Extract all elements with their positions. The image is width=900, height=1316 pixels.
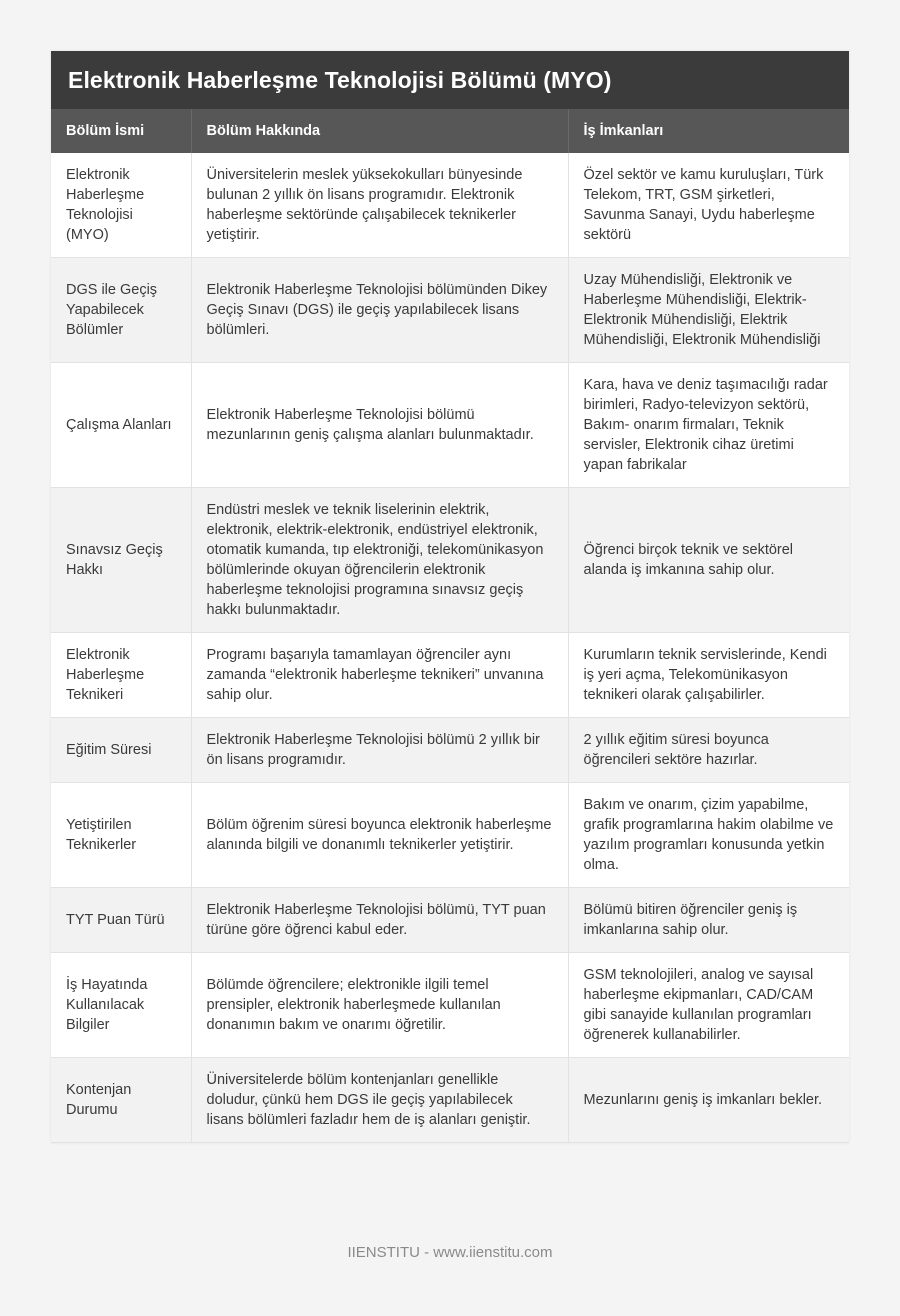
table-row: [51, 153, 849, 258]
column-header-section-name: Bölüm İsmi: [51, 109, 191, 153]
cell-section-name: İş Hayatında Kullanılacak Bilgiler: [51, 953, 191, 1058]
cell-section-name: Çalışma Alanları: [51, 363, 191, 488]
page-title: Elektronik Haberleşme Teknolojisi Bölümü (MYO): [51, 51, 849, 109]
table-row: [51, 888, 849, 953]
info-table: [51, 109, 849, 1143]
cell-about: Elektronik Haberleşme Teknolojisi bölümü mezunlarının geniş çalışma alanları bulunmaktadır.: [191, 363, 568, 488]
table-header-row: [51, 109, 849, 153]
cell-about: Elektronik Haberleşme Teknolojisi bölümünden Dikey Geçiş Sınavı (DGS) ile geçiş yapılabilecek lisans bölümleri.: [191, 258, 568, 363]
cell-about: Bölümde öğrencilere; elektronikle ilgili temel prensipler, elektronik haberleşmede kullanılan donanımın bakım ve onarımı öğretilir.: [191, 953, 568, 1058]
cell-job-opportunities: Bakım ve onarım, çizim yapabilme, grafik programlarına hakim olabilme ve yazılım programları konusunda yetkin olma.: [568, 783, 849, 888]
cell-section-name: Elektronik Haberleşme Teknolojisi (MYO): [51, 153, 191, 258]
table-row: [51, 1058, 849, 1143]
cell-job-opportunities: Özel sektör ve kamu kuruluşları, Türk Telekom, TRT, GSM şirketleri, Savunma Sanayi, Uydu haberleşme sektörü: [568, 153, 849, 258]
cell-job-opportunities: Öğrenci birçok teknik ve sektörel alanda iş imkanına sahip olur.: [568, 488, 849, 633]
column-header-job-opportunities: İş İmkanları: [568, 109, 849, 153]
table-row: [51, 783, 849, 888]
cell-section-name: Elektronik Haberleşme Teknikeri: [51, 633, 191, 718]
cell-about: Elektronik Haberleşme Teknolojisi bölümü, TYT puan türüne göre öğrenci kabul eder.: [191, 888, 568, 953]
cell-section-name: Kontenjan Durumu: [51, 1058, 191, 1143]
table-row: [51, 953, 849, 1058]
table-row: [51, 363, 849, 488]
info-card: [51, 51, 849, 1143]
cell-section-name: DGS ile Geçiş Yapabilecek Bölümler: [51, 258, 191, 363]
cell-about: Programı başarıyla tamamlayan öğrenciler aynı zamanda “elektronik haberleşme teknikeri” unvanına sahip olur.: [191, 633, 568, 718]
cell-about: Üniversitelerin meslek yüksekokulları bünyesinde bulunan 2 yıllık ön lisans programıdır. Elektronik haberleşme sektöründe çalışabilecek teknikerler yetiştirir.: [191, 153, 568, 258]
cell-about: Elektronik Haberleşme Teknolojisi bölümü 2 yıllık bir ön lisans programıdır.: [191, 718, 568, 783]
table-row: [51, 718, 849, 783]
table-row: [51, 258, 849, 363]
cell-section-name: Yetiştirilen Teknikerler: [51, 783, 191, 888]
cell-job-opportunities: 2 yıllık eğitim süresi boyunca öğrencileri sektöre hazırlar.: [568, 718, 849, 783]
cell-section-name: Sınavsız Geçiş Hakkı: [51, 488, 191, 633]
cell-section-name: Eğitim Süresi: [51, 718, 191, 783]
cell-job-opportunities: Kara, hava ve deniz taşımacılığı radar birimleri, Radyo-televizyon sektörü, Bakım- onarım firmaları, Teknik servisler, Elektronik cihaz üretimi yapan fabrikalar: [568, 363, 849, 488]
cell-about: Üniversitelerde bölüm kontenjanları genellikle doludur, çünkü hem DGS ile geçiş yapılabilecek lisans bölümleri fazladır hem de iş alanları geniştir.: [191, 1058, 568, 1143]
cell-section-name: TYT Puan Türü: [51, 888, 191, 953]
cell-job-opportunities: GSM teknolojileri, analog ve sayısal haberleşme ekipmanları, CAD/CAM gibi sanayide kullanılan programları öğrenerek kullanabilirler.: [568, 953, 849, 1058]
cell-job-opportunities: Kurumların teknik servislerinde, Kendi iş yeri açma, Telekomünikasyon teknikeri olarak çalışabilirler.: [568, 633, 849, 718]
cell-about: Bölüm öğrenim süresi boyunca elektronik haberleşme alanında bilgili ve donanımlı teknikerler yetiştirir.: [191, 783, 568, 888]
footer-credit: IIENSTITU - www.iienstitu.com: [347, 1244, 553, 1261]
cell-job-opportunities: Mezunlarını geniş iş imkanları bekler.: [568, 1058, 849, 1143]
table-row: [51, 633, 849, 718]
cell-job-opportunities: Uzay Mühendisliği, Elektronik ve Haberleşme Mühendisliği, Elektrik-Elektronik Mühendisliği, Elektrik Mühendisliği, Elektronik Mühendisliği: [568, 258, 849, 363]
column-header-about: Bölüm Hakkında: [191, 109, 568, 153]
cell-about: Endüstri meslek ve teknik liselerinin elektrik, elektronik, elektrik-elektronik, endüstriyel elektronik, otomatik kumanda, tıp elektroniği, telekomünikasyon bölümlerinde okuyan öğrencilerin elektronik haberleşme teknolojisi programına sınavsız geçiş hakkı bulunmaktadır.: [191, 488, 568, 633]
cell-job-opportunities: Bölümü bitiren öğrenciler geniş iş imkanlarına sahip olur.: [568, 888, 849, 953]
table-row: [51, 488, 849, 633]
